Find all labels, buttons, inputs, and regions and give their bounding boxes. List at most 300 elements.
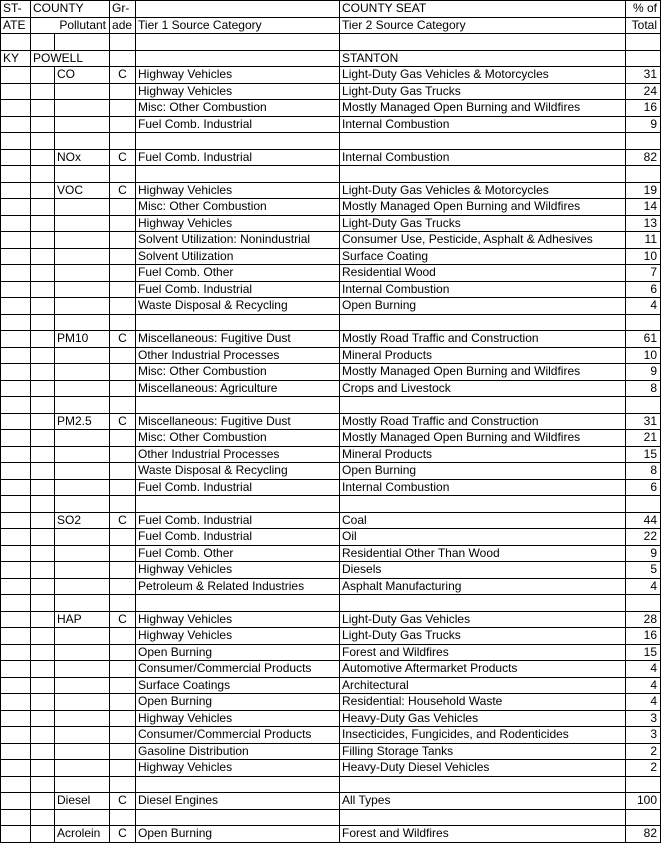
grade-cell xyxy=(110,776,136,793)
pollutant-cell xyxy=(55,83,110,100)
tier1-cell: Misc: Other Combustion xyxy=(136,100,340,117)
tier2-cell xyxy=(340,776,626,793)
table-row xyxy=(1,661,661,678)
grade-cell xyxy=(110,694,136,711)
pollutant-cell xyxy=(55,463,110,480)
table-row xyxy=(1,644,661,661)
tier2-cell: Internal Combustion xyxy=(340,281,626,298)
percent-cell xyxy=(626,50,661,67)
county-cell xyxy=(31,215,55,232)
tier2-cell: Mineral Products xyxy=(340,446,626,463)
percent-cell: 14 xyxy=(626,199,661,216)
tier2-cell: Internal Combustion xyxy=(340,479,626,496)
state-cell xyxy=(1,644,31,661)
county-cell xyxy=(31,67,55,84)
pollutant-cell xyxy=(55,248,110,265)
percent-cell: 2 xyxy=(626,743,661,760)
table-row xyxy=(1,727,661,744)
pollutant-cell xyxy=(55,727,110,744)
table-row xyxy=(1,281,661,298)
grade-cell xyxy=(110,199,136,216)
tier1-cell: Fuel Comb. Industrial xyxy=(136,281,340,298)
county-cell xyxy=(31,166,55,183)
table-row xyxy=(1,182,661,199)
percent-cell: 44 xyxy=(626,512,661,529)
pollutant-cell: PM2.5 xyxy=(55,413,110,430)
percent-cell: 31 xyxy=(626,67,661,84)
grade-cell xyxy=(110,298,136,315)
grade-cell xyxy=(110,479,136,496)
state-cell xyxy=(1,529,31,546)
pollutant-cell xyxy=(55,776,110,793)
percent-cell: 9 xyxy=(626,364,661,381)
tier2-cell: Open Burning xyxy=(340,298,626,315)
tier1-cell: Consumer/Commercial Products xyxy=(136,661,340,678)
header-state-bottom: ATE xyxy=(1,17,31,34)
table-row xyxy=(1,83,661,100)
tier1-cell: Fuel Comb. Other xyxy=(136,545,340,562)
percent-cell xyxy=(626,809,661,826)
tier1-cell: Other Industrial Processes xyxy=(136,347,340,364)
county-cell xyxy=(31,430,55,447)
header-percent-bottom: Total xyxy=(626,17,661,34)
state-cell xyxy=(1,380,31,397)
pollutant-cell xyxy=(55,677,110,694)
county-cell xyxy=(31,34,55,51)
percent-cell xyxy=(626,133,661,150)
tier2-cell: Residential Other Than Wood xyxy=(340,545,626,562)
pollutant-cell xyxy=(55,133,110,150)
grade-cell xyxy=(110,232,136,249)
grade-cell xyxy=(110,809,136,826)
tier2-cell: Asphalt Manufacturing xyxy=(340,578,626,595)
state-cell xyxy=(1,298,31,315)
state-cell xyxy=(1,595,31,612)
percent-cell xyxy=(626,496,661,513)
state-cell xyxy=(1,710,31,727)
table-row xyxy=(1,149,661,166)
state-cell xyxy=(1,776,31,793)
pollutant-cell: Acrolein xyxy=(55,826,110,843)
tier2-cell xyxy=(340,34,626,51)
state-cell xyxy=(1,166,31,183)
table-row xyxy=(1,34,661,51)
tier2-cell: Insecticides, Fungicides, and Rodenticides xyxy=(340,727,626,744)
county-cell xyxy=(31,331,55,348)
percent-cell: 6 xyxy=(626,281,661,298)
percent-cell: 3 xyxy=(626,710,661,727)
tier1-cell: Open Burning xyxy=(136,644,340,661)
grade-cell xyxy=(110,50,136,67)
tier1-cell xyxy=(136,776,340,793)
tier1-cell: Surface Coatings xyxy=(136,677,340,694)
percent-cell: 9 xyxy=(626,545,661,562)
tier1-cell: Highway Vehicles xyxy=(136,83,340,100)
state-cell xyxy=(1,331,31,348)
county-cell xyxy=(31,661,55,678)
tier1-cell: Fuel Comb. Industrial xyxy=(136,116,340,133)
tier1-cell xyxy=(136,595,340,612)
county-cell xyxy=(31,677,55,694)
percent-cell: 10 xyxy=(626,347,661,364)
county-cell xyxy=(31,149,55,166)
table-row xyxy=(1,776,661,793)
table-row xyxy=(1,694,661,711)
tier2-cell: Heavy-Duty Diesel Vehicles xyxy=(340,760,626,777)
tier1-cell: Misc: Other Combustion xyxy=(136,364,340,381)
grade-cell xyxy=(110,644,136,661)
table-row xyxy=(1,314,661,331)
tier1-cell: Fuel Comb. Industrial xyxy=(136,512,340,529)
pollutant-cell: VOC xyxy=(55,182,110,199)
table-row xyxy=(1,760,661,777)
pollutant-cell xyxy=(55,430,110,447)
percent-cell: 4 xyxy=(626,661,661,678)
grade-cell: C xyxy=(110,182,136,199)
tier2-cell: Automotive Aftermarket Products xyxy=(340,661,626,678)
state-cell xyxy=(1,611,31,628)
state-cell xyxy=(1,479,31,496)
pollutant-cell xyxy=(55,199,110,216)
county-cell xyxy=(31,446,55,463)
percent-cell: 10 xyxy=(626,248,661,265)
grade-cell xyxy=(110,83,136,100)
table-row xyxy=(1,611,661,628)
county-cell xyxy=(31,100,55,117)
county-cell xyxy=(31,364,55,381)
grade-cell xyxy=(110,463,136,480)
tier1-cell xyxy=(136,133,340,150)
tier1-cell: Highway Vehicles xyxy=(136,628,340,645)
tier1-cell: Gasoline Distribution xyxy=(136,743,340,760)
grade-cell xyxy=(110,265,136,282)
tier1-cell xyxy=(136,809,340,826)
state-cell xyxy=(1,512,31,529)
pollutant-cell: PM10 xyxy=(55,331,110,348)
percent-cell xyxy=(626,397,661,414)
table-row xyxy=(1,595,661,612)
county-cell xyxy=(31,83,55,100)
county-cell xyxy=(31,694,55,711)
grade-cell: C xyxy=(110,611,136,628)
percent-cell: 16 xyxy=(626,100,661,117)
pollutant-cell xyxy=(55,34,110,51)
county-cell xyxy=(31,463,55,480)
county-seat-name: STANTON xyxy=(340,50,626,67)
grade-cell: C xyxy=(110,331,136,348)
header-percent-top: % of xyxy=(626,1,661,18)
table-row xyxy=(1,578,661,595)
county-cell xyxy=(31,397,55,414)
pollutant-cell xyxy=(55,595,110,612)
county-cell xyxy=(31,281,55,298)
tier2-cell: Mostly Managed Open Burning and Wildfires xyxy=(340,364,626,381)
county-cell xyxy=(31,496,55,513)
tier1-cell: Consumer/Commercial Products xyxy=(136,727,340,744)
percent-cell: 9 xyxy=(626,116,661,133)
tier2-cell: Internal Combustion xyxy=(340,116,626,133)
tier2-cell: Filling Storage Tanks xyxy=(340,743,626,760)
county-cell xyxy=(31,644,55,661)
tier2-cell: Heavy-Duty Gas Vehicles xyxy=(340,710,626,727)
tier2-cell: Mostly Managed Open Burning and Wildfires xyxy=(340,100,626,117)
table-row xyxy=(1,677,661,694)
county-name: POWELL xyxy=(31,50,110,67)
county-cell xyxy=(31,760,55,777)
county-cell xyxy=(31,199,55,216)
state-cell xyxy=(1,793,31,810)
tier1-cell xyxy=(136,496,340,513)
tier2-cell: Forest and Wildfires xyxy=(340,644,626,661)
table-row xyxy=(1,364,661,381)
county-cell xyxy=(31,347,55,364)
tier2-cell: Light-Duty Gas Trucks xyxy=(340,628,626,645)
percent-cell: 82 xyxy=(626,826,661,843)
county-cell xyxy=(31,826,55,843)
table-row xyxy=(1,628,661,645)
state-cell xyxy=(1,199,31,216)
tier2-cell: Residential Wood xyxy=(340,265,626,282)
tier1-cell: Miscellaneous: Agriculture xyxy=(136,380,340,397)
pollutant-cell xyxy=(55,694,110,711)
grade-cell xyxy=(110,529,136,546)
table-row xyxy=(1,430,661,447)
grade-cell xyxy=(110,760,136,777)
tier1-cell: Highway Vehicles xyxy=(136,611,340,628)
tier1-cell: Waste Disposal & Recycling xyxy=(136,463,340,480)
county-cell xyxy=(31,776,55,793)
grade-cell xyxy=(110,628,136,645)
percent-cell: 4 xyxy=(626,677,661,694)
pollutant-cell: Diesel xyxy=(55,793,110,810)
percent-cell: 8 xyxy=(626,463,661,480)
county-cell xyxy=(31,232,55,249)
tier2-cell: Internal Combustion xyxy=(340,149,626,166)
tier2-cell: Consumer Use, Pesticide, Asphalt & Adhesives xyxy=(340,232,626,249)
state-cell xyxy=(1,727,31,744)
pollutant-cell xyxy=(55,644,110,661)
tier1-cell: Petroleum & Related Industries xyxy=(136,578,340,595)
tier2-cell: Surface Coating xyxy=(340,248,626,265)
state-cell xyxy=(1,83,31,100)
table-row xyxy=(1,133,661,150)
header-pollutant: Pollutant xyxy=(31,17,110,34)
grade-cell xyxy=(110,446,136,463)
tier2-cell: Coal xyxy=(340,512,626,529)
state-cell xyxy=(1,628,31,645)
county-cell xyxy=(31,727,55,744)
grade-cell xyxy=(110,380,136,397)
tier2-cell: Forest and Wildfires xyxy=(340,826,626,843)
tier2-cell: Light-Duty Gas Trucks xyxy=(340,215,626,232)
state-cell xyxy=(1,100,31,117)
state-cell xyxy=(1,34,31,51)
table-row xyxy=(1,331,661,348)
tier2-cell: Diesels xyxy=(340,562,626,579)
tier2-cell: Residential: Household Waste xyxy=(340,694,626,711)
county-cell xyxy=(31,562,55,579)
tier1-cell: Fuel Comb. Other xyxy=(136,265,340,282)
pollutant-cell xyxy=(55,446,110,463)
county-cell xyxy=(31,793,55,810)
state-cell xyxy=(1,133,31,150)
tier2-cell: Mostly Managed Open Burning and Wildfires xyxy=(340,430,626,447)
grade-cell: C xyxy=(110,793,136,810)
county-cell xyxy=(31,595,55,612)
pollutant-cell xyxy=(55,100,110,117)
tier2-cell: Light-Duty Gas Vehicles xyxy=(340,611,626,628)
county-cell xyxy=(31,265,55,282)
tier1-cell: Miscellaneous: Fugitive Dust xyxy=(136,413,340,430)
percent-cell: 22 xyxy=(626,529,661,546)
percent-cell: 19 xyxy=(626,182,661,199)
state-cell xyxy=(1,661,31,678)
table-row xyxy=(1,248,661,265)
pollutant-cell xyxy=(55,743,110,760)
tier1-cell: Open Burning xyxy=(136,694,340,711)
header-state-top: ST- xyxy=(1,1,31,18)
table-row xyxy=(1,166,661,183)
percent-cell xyxy=(626,314,661,331)
grade-cell xyxy=(110,743,136,760)
grade-cell xyxy=(110,166,136,183)
header-grade-top: Gr- xyxy=(110,1,136,18)
table-row xyxy=(1,265,661,282)
percent-cell: 6 xyxy=(626,479,661,496)
pollutant-cell xyxy=(55,116,110,133)
table-row xyxy=(1,743,661,760)
table-row xyxy=(1,413,661,430)
grade-cell xyxy=(110,677,136,694)
state-cell xyxy=(1,281,31,298)
tier1-cell: Diesel Engines xyxy=(136,793,340,810)
county-cell xyxy=(31,182,55,199)
grade-cell xyxy=(110,100,136,117)
percent-cell: 4 xyxy=(626,578,661,595)
pollutant-cell xyxy=(55,628,110,645)
grade-cell xyxy=(110,578,136,595)
county-cell xyxy=(31,611,55,628)
tier2-cell: Light-Duty Gas Vehicles & Motorcycles xyxy=(340,182,626,199)
percent-cell xyxy=(626,166,661,183)
header-row-2 xyxy=(1,17,661,34)
tier1-cell: Highway Vehicles xyxy=(136,562,340,579)
county-cell xyxy=(31,578,55,595)
percent-cell: 15 xyxy=(626,446,661,463)
tier1-cell: Solvent Utilization xyxy=(136,248,340,265)
pollutant-cell: HAP xyxy=(55,611,110,628)
percent-cell: 100 xyxy=(626,793,661,810)
county-cell xyxy=(31,479,55,496)
header-tier2: Tier 2 Source Category xyxy=(340,17,626,34)
tier2-cell: Oil xyxy=(340,529,626,546)
tier1-cell: Other Industrial Processes xyxy=(136,446,340,463)
tier1-cell: Open Burning xyxy=(136,826,340,843)
header-county: COUNTY xyxy=(31,1,110,18)
table-row xyxy=(1,397,661,414)
tier1-cell: Fuel Comb. Industrial xyxy=(136,529,340,546)
tier1-cell: Highway Vehicles xyxy=(136,182,340,199)
percent-cell xyxy=(626,595,661,612)
percent-cell: 2 xyxy=(626,760,661,777)
state-cell xyxy=(1,446,31,463)
tier1-cell: Fuel Comb. Industrial xyxy=(136,479,340,496)
table-row xyxy=(1,529,661,546)
percent-cell: 8 xyxy=(626,380,661,397)
table-row xyxy=(1,512,661,529)
tier2-cell xyxy=(340,496,626,513)
pollutant-cell xyxy=(55,809,110,826)
grade-cell xyxy=(110,281,136,298)
grade-cell: C xyxy=(110,512,136,529)
percent-cell: 15 xyxy=(626,644,661,661)
pollutant-cell xyxy=(55,562,110,579)
table-row xyxy=(1,809,661,826)
state-cell xyxy=(1,677,31,694)
state-cell xyxy=(1,578,31,595)
tier1-cell xyxy=(136,50,340,67)
grade-cell xyxy=(110,710,136,727)
pollutant-cell xyxy=(55,760,110,777)
county-cell xyxy=(31,743,55,760)
tier2-cell xyxy=(340,166,626,183)
grade-cell: C xyxy=(110,67,136,84)
table-row xyxy=(1,199,661,216)
state-cell xyxy=(1,694,31,711)
table-row xyxy=(1,380,661,397)
table-row xyxy=(1,826,661,843)
table-row xyxy=(1,463,661,480)
state-cell xyxy=(1,826,31,843)
grade-cell xyxy=(110,248,136,265)
county-cell xyxy=(31,380,55,397)
grade-cell xyxy=(110,595,136,612)
grade-cell xyxy=(110,661,136,678)
table-row xyxy=(1,67,661,84)
pollutant-cell: CO xyxy=(55,67,110,84)
tier2-cell: Mostly Road Traffic and Construction xyxy=(340,413,626,430)
grade-cell xyxy=(110,562,136,579)
pollutant-cell: NOx xyxy=(55,149,110,166)
grade-cell xyxy=(110,727,136,744)
tier2-cell: Crops and Livestock xyxy=(340,380,626,397)
percent-cell: 31 xyxy=(626,413,661,430)
tier2-cell: Architectural xyxy=(340,677,626,694)
county-cell xyxy=(31,809,55,826)
county-cell xyxy=(31,628,55,645)
percent-cell xyxy=(626,34,661,51)
percent-cell: 7 xyxy=(626,265,661,282)
tier1-cell: Highway Vehicles xyxy=(136,67,340,84)
percent-cell xyxy=(626,776,661,793)
state-cell xyxy=(1,67,31,84)
state-cell xyxy=(1,232,31,249)
pollutant-cell xyxy=(55,397,110,414)
grade-cell xyxy=(110,364,136,381)
pollutant-cell xyxy=(55,364,110,381)
table-row xyxy=(1,347,661,364)
tier2-cell: Mineral Products xyxy=(340,347,626,364)
table-row xyxy=(1,479,661,496)
grade-cell xyxy=(110,496,136,513)
percent-cell: 24 xyxy=(626,83,661,100)
grade-cell xyxy=(110,545,136,562)
table-row xyxy=(1,215,661,232)
tier1-cell xyxy=(136,166,340,183)
grade-cell xyxy=(110,397,136,414)
table-row xyxy=(1,298,661,315)
table-row xyxy=(1,232,661,249)
